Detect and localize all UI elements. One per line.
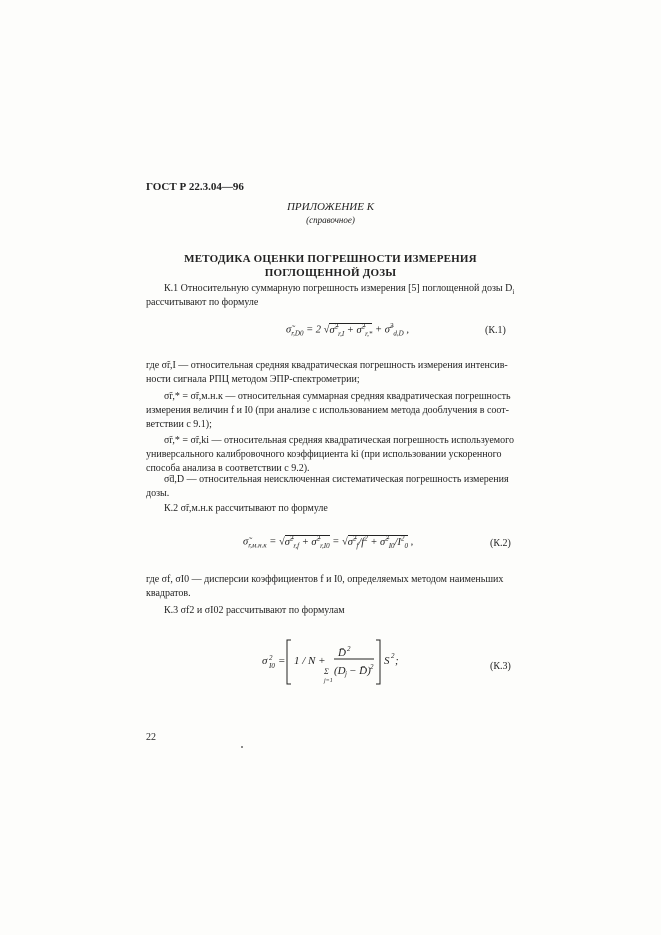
svg-text:;: ;: [395, 655, 399, 667]
paragraph-k2: К.2 σ̃r,м.н.к рассчитывают по формуле: [164, 503, 328, 514]
svg-text:2: 2: [347, 645, 351, 653]
svg-text:S: S: [384, 655, 390, 667]
where-4b: дозы.: [146, 488, 170, 499]
where-2b: измерения величин f и I0 (при анализе с использованием метода дооблучения в соот-: [146, 405, 509, 416]
svg-text:Σ: Σ: [324, 667, 329, 676]
section-heading-line1: МЕТОДИКА ОЦЕНКИ ПОГРЕШНОСТИ ИЗМЕРЕНИЯ: [184, 253, 477, 265]
where-3c: способа анализа в соответствии с 9.2).: [146, 463, 310, 474]
where-1: где σ̃r,I — относительная средняя квадратическая погрешность измерения интенсив-: [146, 360, 508, 371]
paragraph-k3: К.3 σf2 и σI02 рассчитывают по формулам: [164, 605, 345, 616]
paragraph-k1-cont: рассчитывают по формуле: [146, 297, 259, 308]
formula-k1: $\sigmã_{r,D0} = 2$ √σ̃$^2_{r,I}$ + σ̃$^2_{r,*}$ + σ̃$^2_{d,D}$ ,: [286, 322, 409, 338]
eq-label-k1: (К.1): [485, 325, 506, 336]
svg-text:j: j: [345, 670, 347, 678]
where-5b: квадратов.: [146, 588, 191, 599]
svg-text:σ: σ: [262, 655, 268, 667]
scan-speck: [241, 746, 243, 748]
svg-text:2: 2: [391, 652, 395, 660]
svg-text:=: =: [278, 655, 286, 667]
svg-text:1 / N +: 1 / N +: [294, 655, 326, 667]
appendix-title: ПРИЛОЖЕНИЕ К: [286, 201, 375, 213]
paragraph-k1: К.1 Относительную суммарную погрешность измерения [5] поглощенной дозы $D_i$: [164, 283, 515, 296]
where-3: σ̃r,* = σ̃r,ki — относительная средняя квадратическая погрешность используемого: [164, 435, 514, 446]
standard-header: ГОСТ Р 22.3.04—96: [146, 181, 244, 193]
where-5: где σf, σI0 — дисперсии коэффициентов f и I0, определяемых методом наименьших: [146, 574, 504, 585]
where-2: σ̃r,* = σ̃r,м.н.к — относительная суммарная средняя квадратическая погрешность: [164, 391, 511, 402]
where-1b: ности сигнала РПЦ методом ЭПР-спектрометрии;: [146, 374, 360, 385]
where-2c: ветствии с 9.1);: [146, 419, 212, 430]
where-4: σ̃d,D — относительная неисключенная систематическая погрешность измерения: [164, 474, 509, 485]
svg-text:j=1: j=1: [324, 678, 333, 684]
formula-k3: [258, 634, 518, 694]
formula-k2: $\sigmã_{r,м.н.к}$ = √σ̃$^2_{r,f}$ + σ̃$^2_{r,I0}$ = $√\sigmã^2_f/f^2$ + $\sigmã^2_{I0}/I^2_0$ ,: [243, 534, 414, 550]
svg-text:I0: I0: [269, 662, 275, 670]
eq-label-k2: (К.2): [490, 538, 511, 549]
page-number: 22: [146, 732, 156, 743]
where-3b: универсального калибровочного коэффициента ki (при использовании ускоренного: [146, 449, 502, 460]
svg-text:2: 2: [370, 663, 374, 671]
appendix-note: (справочное): [306, 215, 355, 225]
eq-label-k3: (К.3): [490, 661, 511, 672]
svg-text:D̄: D̄: [338, 647, 346, 659]
section-heading-line2: ПОГЛОЩЕННОЙ ДОЗЫ: [264, 267, 397, 279]
svg-text:2: 2: [269, 654, 273, 662]
svg-text:(D: (D: [334, 665, 346, 677]
svg-text:− D̄): − D̄): [349, 665, 371, 677]
